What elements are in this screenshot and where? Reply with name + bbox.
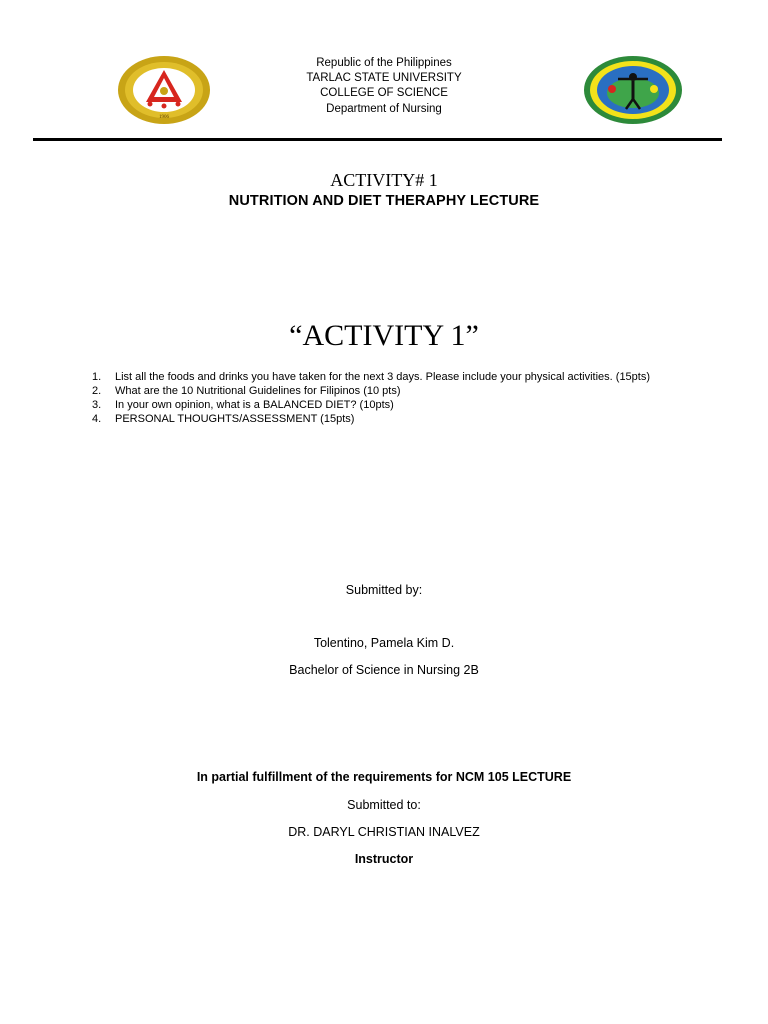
- lecture-title: NUTRITION AND DIET THERAPHY LECTURE: [228, 193, 540, 209]
- instructor-title: Instructor: [354, 852, 414, 866]
- submitted-by-label: Submitted by:: [345, 583, 423, 597]
- letterhead-line-college: COLLEGE OF SCIENCE: [320, 87, 448, 100]
- activity-title: “ACTIVITY 1”: [289, 319, 479, 352]
- seal-year: 1906: [159, 115, 169, 120]
- question-text: PERSONAL THOUGHTS/ASSESSMENT (15pts): [115, 413, 355, 425]
- letterhead-line-department: Department of Nursing: [326, 102, 442, 115]
- college-of-science-seal-logo: [582, 55, 684, 125]
- letterhead: [234, 56, 534, 117]
- letterhead-line-university: TARLAC STATE UNIVERSITY: [306, 72, 462, 85]
- question-number: 3.: [92, 399, 102, 411]
- student-program: Bachelor of Science in Nursing 2B: [289, 663, 479, 677]
- question-number: 4.: [92, 413, 102, 425]
- letterhead-line-republic: Republic of the Philippines: [316, 57, 452, 69]
- question-text: List all the foods and drinks you have taken for the next 3 days. Please include your physical activities. (15pts): [115, 371, 651, 383]
- question-number: 1.: [92, 371, 102, 383]
- list-item: [92, 370, 672, 384]
- header-divider: [33, 138, 722, 141]
- fulfillment-statement: In partial fulfillment of the requirements for NCM 105 LECTURE: [196, 770, 572, 784]
- list-item: [92, 384, 672, 398]
- instructor-name: DR. DARYL CHRISTIAN INALVEZ: [288, 825, 480, 839]
- activity-heading: ACTIVITY# 1: [330, 170, 438, 190]
- question-text: What are the 10 Nutritional Guidelines for Filipinos (10 pts): [115, 385, 401, 397]
- list-item: [92, 412, 672, 426]
- tarlac-state-university-seal-logo: [116, 54, 212, 126]
- list-item: [92, 398, 672, 412]
- question-list: [92, 370, 672, 426]
- question-text: In your own opinion, what is a BALANCED DIET? (10pts): [115, 399, 394, 411]
- question-number: 2.: [92, 385, 102, 397]
- student-name: Tolentino, Pamela Kim D.: [313, 636, 455, 650]
- submitted-to-label: Submitted to:: [347, 798, 421, 812]
